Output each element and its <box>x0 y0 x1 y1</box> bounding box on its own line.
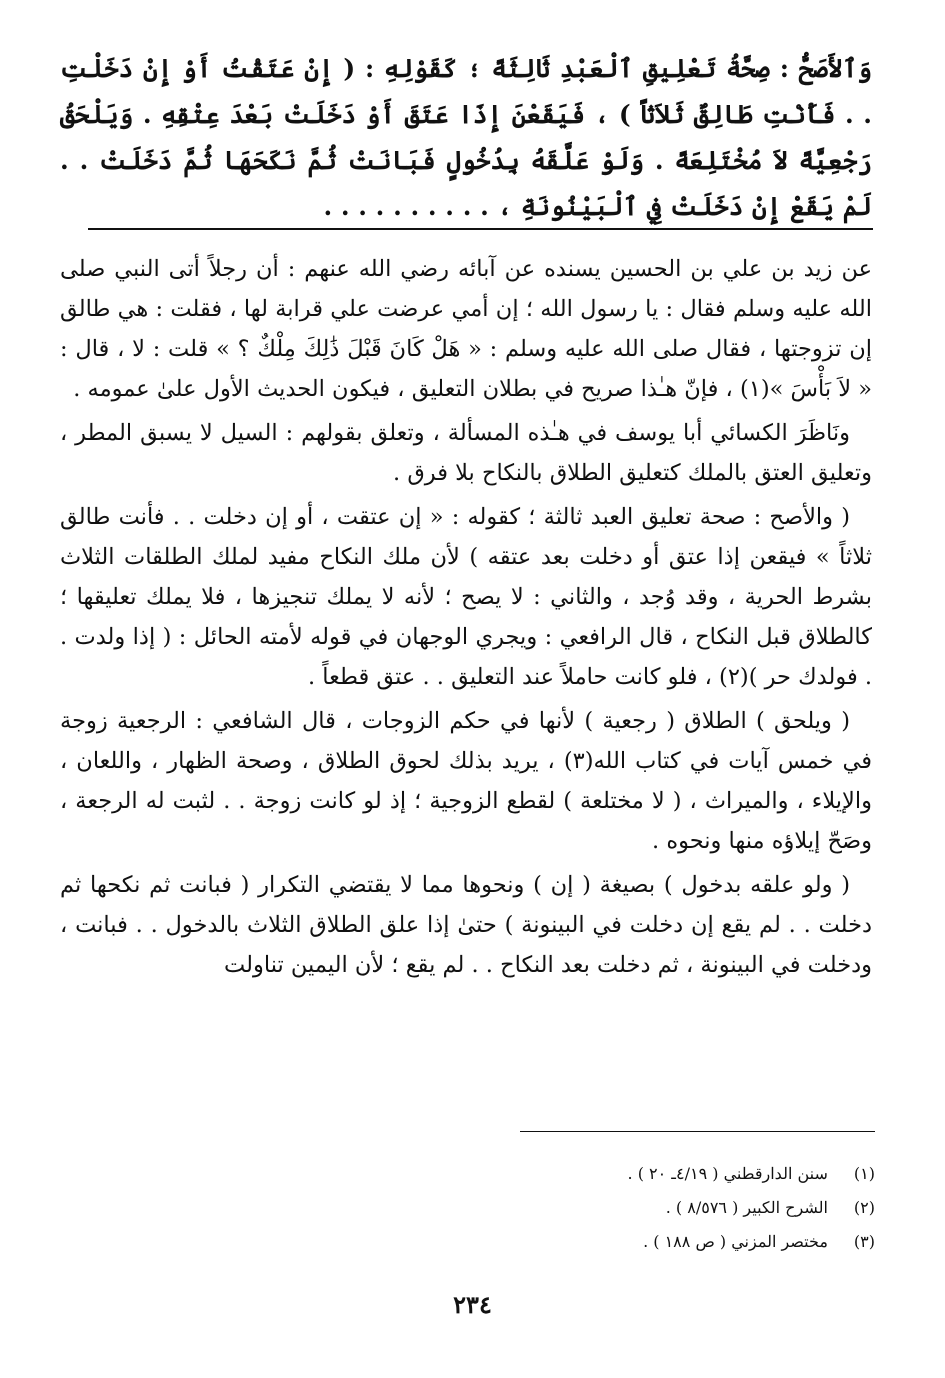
commentary-paragraph: عن زيد بن علي بن الحسين يسنده عن آبائه رضي الله عنهم : أن رجلاً أتى النبي صلى الله عليه وسلم فقال : يا رسول الله ؛ إن أمي عرضت علي قرابة لها ، فقلت : هي طالق إن تزوجتها ، فقال صلى الله عليه وسلم : « هَلْ كَانَ قَبْلَ ذَٰلِكَ مِلْكٌ ؟ » قلت : لا ، قال : « لاَ بَأْسَ »(١) ، فإنّ هـٰذا صريح في بطلان التعليق ، فيكون الحديث الأول علىٰ عمومه . <box>60 256 872 402</box>
footnote-divider <box>520 1131 875 1132</box>
commentary-paragraph: ( ويلحق ) الطلاق ( رجعية ) لأنها في حكم الزوجات ، قال الشافعي : الرجعية زوجة في خمس آيات في كتاب الله(٣) ، يريد بذلك لحوق الطلاق ، وصحة الظهار ، واللعان ، والإيلاء ، والميراث ، ( لا مختلعة ) لقطع الزوجية ؛ إذ لو كانت زوجة . . لثبت له الرجعة ، وصَحّ إيلاؤه منها ونحوه . <box>60 708 872 854</box>
footnotes <box>425 1157 875 1259</box>
commentary-paragraph: ( ولو علقه بدخول ) بصيغة ( إن ) ونحوها مما لا يقتضي التكرار ( فبانت ثم نكحها ثم دخلت . . لم يقع إن دخلت في البينونة ) حتىٰ إذا علق الطلاق الثلاث بالدخول . . فبانت ، ودخلت في البينونة ، ثم دخلت بعد النكاح . . لم يقع ؛ لأن اليمين تناولت <box>60 872 872 978</box>
footnote-number: (١) <box>853 1164 875 1183</box>
page-number: ٢٣٤ <box>453 1290 492 1319</box>
footnote-number: (٢) <box>853 1198 875 1217</box>
footnote <box>425 1225 875 1259</box>
commentary-paragraph: ( والأصح : صحة تعليق العبد ثالثة ؛ كقوله : « إن عتقت ، أو إن دخلت . . فأنت طالق ثلاثاً » فيقعن إذا عتق أو دخلت بعد عتقه ) لأن ملك النكاح مفيد لملك الطلقات الثلاث بشرط الحرية ، وقد وُجد ، والثاني : لا يصح ؛ لأنه لا يملك تنجيزها ، فلا يملك تعليقها ؛ كالطلاق قبل النكاح ، قال الرافعي : ويجري الوجهان في قوله لأمته الحائل : ( إذا ولدت . . فولدك حر )(٢) ، فلو كانت حاملاً عند التعليق . . عتق قطعاً . <box>60 504 872 690</box>
matn-divider <box>88 228 873 230</box>
footnote-text: مختصر المزني ( ص ١٨٨ ) . <box>643 1232 828 1251</box>
matn-text: وَٱلأَصَحُّ : صِحَّةُ تَعْلِيقِ ٱلْعَبْدِ ثَالِثَةً ؛ كَقَوْلِهِ : ( إِنْ عَتَقْتُ أَوْ إِنْ دَخَلْتِ . . فَأَنْتِ طَالِقٌ ثَلاَثاً ) ، فَيَقَعْنَ إِذَا عَتَقَ أَوْ دَخَلَتْ بَعْدَ عِتْقِهِ . وَيَلْحَقُ رَجْعِيَّةً لاَ مُخْتَلِعَةً . وَلَوْ عَلَّقَهُ بِدُخُولٍ فَبَانَتْ ثُمَّ نَكَحَهَا ثُمَّ دَخَلَتْ . . لَمْ يَقَعْ إِنْ دَخَلَتْ فِي ٱلْبَيْنُونَةِ ، . . . . . . . . . . <box>60 54 872 221</box>
footnote-text: سنن الدارقطني ( ٤/١٩ـ ٢٠ ) . <box>627 1164 828 1183</box>
footnote-text: الشرح الكبير ( ٨/٥٧٦ ) . <box>665 1198 828 1217</box>
commentary-body <box>60 249 872 989</box>
commentary-paragraph: ونَاظَرَ الكسائي أبا يوسف في هـٰذه المسألة ، وتعلق بقولهم : السيل لا يسبق المطر ، وتعليق العتق بالملك كتعليق الطلاق بالنكاح بلا فرق . <box>60 420 872 486</box>
footnote <box>425 1157 875 1191</box>
footnote-number: (٣) <box>853 1232 875 1251</box>
footnote <box>425 1191 875 1225</box>
